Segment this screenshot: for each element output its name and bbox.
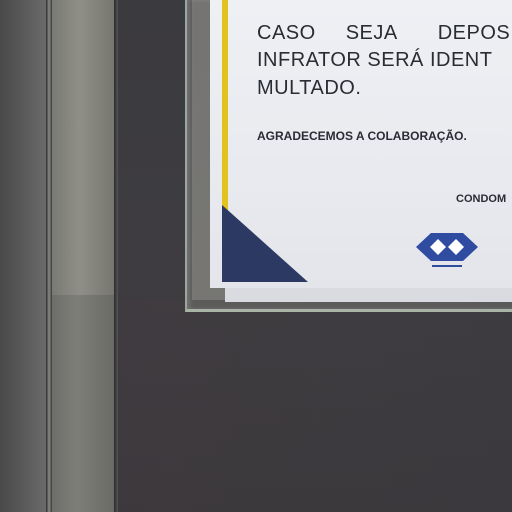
notice-word: CASO <box>257 22 316 44</box>
signature-text: CONDOM <box>456 193 507 205</box>
door-frame-outer <box>0 0 46 512</box>
panel-reflection <box>118 300 512 512</box>
navy-corner-triangle <box>222 205 308 282</box>
diamond-logo-icon <box>416 231 478 271</box>
yellow-accent-stripe <box>222 0 228 210</box>
notice-line-2: INFRATOR SERÁ IDENT <box>257 49 493 71</box>
notice-word: DEPOS <box>437 22 511 44</box>
notice-line-1 <box>257 22 510 45</box>
notice-line-3: MULTADO. <box>257 77 362 99</box>
thanks-text: AGRADECEMOS A COLABORAÇÃO. <box>257 129 467 143</box>
door-frame-highlight <box>52 0 114 295</box>
notice-word: SEJA <box>345 22 398 44</box>
